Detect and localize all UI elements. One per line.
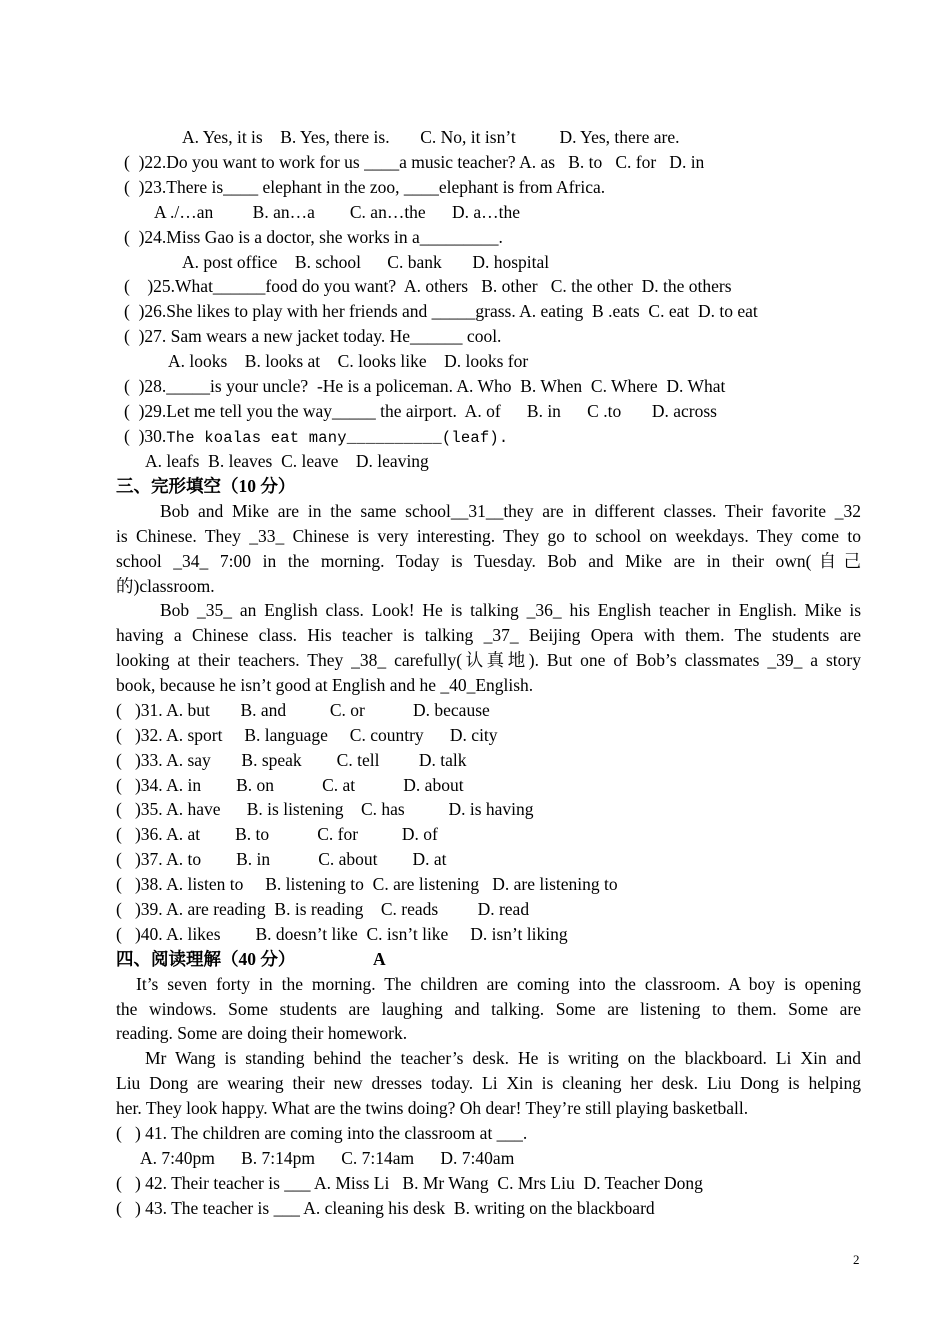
cloze-paragraph-2-line-3: looking at their teachers. They _38_ carefully(认真地). But one of Bob’s classmates _39_ a story <box>116 650 861 670</box>
cloze-paragraph-2-line-2: having a Chinese class. His teacher is talking _37_ Beijing Opera with them. The students are <box>116 625 861 645</box>
question-23-options: A ./…an B. an…a C. an…the D. a…the <box>154 202 520 222</box>
section-4-heading: 四、阅读理解（40 分） <box>116 949 296 969</box>
reading-paragraph-2-line-1: Mr Wang is standing behind the teacher’s desk. He is writing on the blackboard. Li Xin and <box>145 1048 861 1068</box>
question-22: ( )22.Do you want to work for us ____a music teacher? A. as B. to C. for D. in <box>124 152 705 172</box>
question-35: ( )35. A. have B. is listening C. has D. is having <box>116 799 534 819</box>
question-23: ( )23.There is____ elephant in the zoo, ____elephant is from Africa. <box>124 177 606 197</box>
reading-paragraph-2-line-3: her. They look happy. What are the twins doing? Oh dear! They’re still playing basketball. <box>116 1098 749 1118</box>
reading-paragraph-1-line-1: It’s seven forty in the morning. The children are coming into the classroom. A boy is opening <box>136 974 861 994</box>
question-32: ( )32. A. sport B. language C. country D. city <box>116 725 498 745</box>
cloze-paragraph-2-line-1: Bob _35_ an English class. Look! He is talking _36_ his English teacher in English. Mike is <box>160 600 861 620</box>
question-21-options: A. Yes, it is B. Yes, there is. C. No, it isn’t D. Yes, there are. <box>182 127 680 147</box>
question-27: ( )27. Sam wears a new jacket today. He______ cool. <box>124 326 502 346</box>
section-4-part-label: A <box>373 949 386 969</box>
question-26: ( )26.She likes to play with her friends and _____grass. A. eating B .eats C. eat D. to eat <box>124 301 758 321</box>
question-34: ( )34. A. in B. on C. at D. about <box>116 775 464 795</box>
question-27-options: A. looks B. looks at C. looks like D. looks for <box>168 351 529 371</box>
question-39: ( )39. A. are reading B. is reading C. reads D. read <box>116 899 530 919</box>
section-3-heading: 三、完形填空（10 分） <box>116 476 296 496</box>
question-29: ( )29.Let me tell you the way_____ the airport. A. of B. in C .to D. across <box>124 401 717 421</box>
question-30-options: A. leafs B. leaves C. leave D. leaving <box>145 451 429 471</box>
cloze-paragraph-1-line-1: Bob and Mike are in the same school__31__they are in different classes. Their favorite _32 <box>160 501 861 521</box>
cloze-paragraph-1-line-3: school _34_ 7:00 in the morning. Today is Tuesday. Bob and Mike are in their own(自己 <box>116 551 861 571</box>
question-24: ( )24.Miss Gao is a doctor, she works in a_________. <box>124 227 503 247</box>
question-40: ( )40. A. likes B. doesn’t like C. isn’t like D. isn’t liking <box>116 924 568 944</box>
question-36: ( )36. A. at B. to C. for D. of <box>116 824 438 844</box>
reading-paragraph-1-line-2: the windows. Some students are laughing and talking. Some are listening to them. Some are <box>116 999 861 1019</box>
reading-paragraph-2-line-2: Liu Dong are wearing their new dresses today. Li Xin is cleaning her desk. Liu Dong is helping <box>116 1073 861 1093</box>
question-38: ( )38. A. listen to B. listening to C. are listening D. are listening to <box>116 874 618 894</box>
cloze-paragraph-1-line-2: is Chinese. They _33_ Chinese is very interesting. They go to school on weekdays. They come to <box>116 526 861 546</box>
question-37: ( )37. A. to B. in C. about D. at <box>116 849 447 869</box>
question-30-text: The koalas eat many__________(leaf). <box>166 429 509 447</box>
question-24-options: A. post office B. school C. bank D. hospital <box>182 252 550 272</box>
question-30-number: ( )30. <box>124 426 167 446</box>
cloze-paragraph-2-line-4: book, because he isn’t good at English and he _40_English. <box>116 675 534 695</box>
reading-paragraph-1-line-3: reading. Some are doing their homework. <box>116 1023 408 1043</box>
page-number: 2 <box>853 1252 860 1267</box>
question-28: ( )28._____is your uncle? -He is a policeman. A. Who B. When C. Where D. What <box>124 376 726 396</box>
question-41-options: A. 7:40pm B. 7:14pm C. 7:14am D. 7:40am <box>140 1148 515 1168</box>
cloze-paragraph-1-line-4: 的)classroom. <box>116 576 215 596</box>
question-33: ( )33. A. say B. speak C. tell D. talk <box>116 750 467 770</box>
question-42: ( ) 42. Their teacher is ___ A. Miss Li B. Mr Wang C. Mrs Liu D. Teacher Dong <box>116 1173 703 1193</box>
question-30 <box>124 424 508 450</box>
question-43: ( ) 43. The teacher is ___ A. cleaning his desk B. writing on the blackboard <box>116 1198 655 1218</box>
question-31: ( )31. A. but B. and C. or D. because <box>116 700 490 720</box>
question-25: ( )25.What______food do you want? A. others B. other C. the other D. the others <box>124 276 732 296</box>
question-41: ( ) 41. The children are coming into the classroom at ___. <box>116 1123 528 1143</box>
